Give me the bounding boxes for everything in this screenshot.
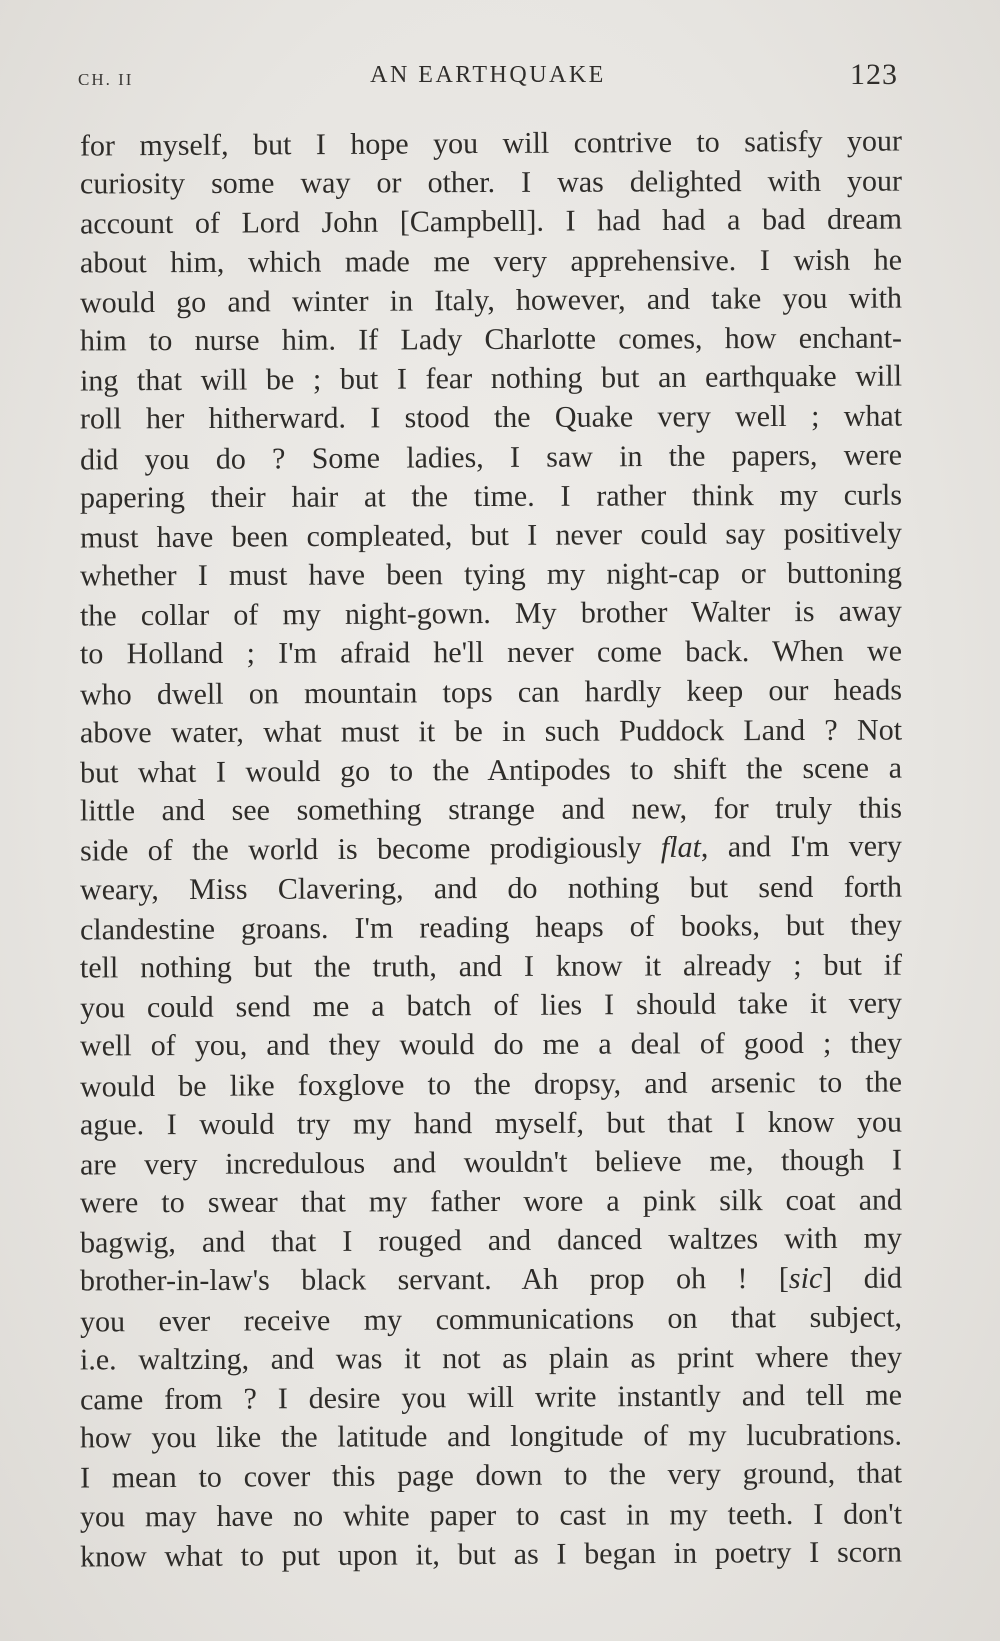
text-line: ing that will be ; but I fear nothing but an earthquake will (79, 359, 903, 398)
text-line: weary, Miss Clavering, and do nothing but send forth (79, 870, 903, 906)
text-line: were to swear that my father wore a pink silk coat and (79, 1183, 903, 1220)
text-line: account of Lord John [Campbell]. I had had a bad dream (79, 202, 903, 241)
page-title: AN EARTHQUAKE (370, 62, 606, 88)
text-line: know what to put upon it, but as I began in poetry I scorn (79, 1535, 903, 1574)
text-line: the collar of my night-gown. My brother Walter is away (79, 594, 903, 633)
body-text (80, 124, 902, 1574)
text-line: above water, what must it be in such Puddock Land ? Not (79, 713, 903, 750)
text-line: about him, which made me very apprehensive. I wish he (79, 243, 903, 279)
text-line: him to nurse him. If Lady Charlotte comes, how enchant- (79, 321, 903, 358)
text-line: you may have no white paper to cast in my teeth. I don't (79, 1497, 903, 1533)
text-line: papering their hair at the time. I rather think my curls (79, 478, 903, 515)
text-line: you ever receive my communications on that subject, (79, 1300, 903, 1339)
text-line: tell nothing but the truth, and I know it already ; but if (79, 948, 903, 985)
running-head (78, 58, 898, 98)
text-line: but what I would go to the Antipodes to shift the scene a (79, 751, 903, 790)
text-line: roll her hitherward. I stood the Quake very well ; what (79, 399, 903, 436)
text-line: are very incredulous and wouldn't believe me, though I (79, 1143, 903, 1182)
text-line: did you do ? Some ladies, I saw in the papers, were (79, 437, 903, 477)
chapter-label: CH. II (78, 70, 134, 89)
text-line: must have been compleated, but I never could say positively (79, 516, 903, 555)
text-line: came from ? I desire you will write instantly and tell me (79, 1378, 903, 1417)
text-line: ague. I would try my hand myself, but that I know you (79, 1105, 903, 1142)
text-line: clandestine groans. I'm reading heaps of books, but they (79, 908, 903, 947)
page-number: 123 (850, 58, 898, 91)
text-line: curiosity some way or other. I was delighted with your (79, 164, 903, 201)
text-line: to Holland ; I'm afraid he'll never come back. When we (79, 635, 903, 671)
text-line: bagwig, and that I rouged and danced waltzes with my (79, 1221, 903, 1260)
text-line: side of the world is become prodigiously flat, and I'm very (79, 829, 903, 868)
text-line: well of you, and they would do me a deal of good ; they (79, 1026, 903, 1063)
text-line: how you like the latitude and longitude of my lucubrations. (79, 1418, 903, 1455)
text-line: brother-in-law's black servant. Ah prop oh ! [sic] did (79, 1262, 903, 1298)
text-line: whether I must have been tying my night-cap or buttoning (79, 556, 903, 593)
text-line: would be like foxglove to the dropsy, and arsenic to the (79, 1064, 903, 1104)
text-line: for myself, but I hope you will contrive to satisfy your (79, 124, 903, 163)
text-line: i.e. waltzing, and was it not as plain as print where they (79, 1340, 903, 1377)
text-line: would go and winter in Italy, however, and take you with (79, 281, 903, 320)
text-line: who dwell on mountain tops can hardly keep our heads (79, 673, 903, 712)
text-line: you could send me a batch of lies I should take it very (79, 986, 903, 1025)
text-line: I mean to cover this page down to the very ground, that (79, 1456, 903, 1495)
text-line: little and see something strange and new, for truly this (79, 791, 903, 828)
